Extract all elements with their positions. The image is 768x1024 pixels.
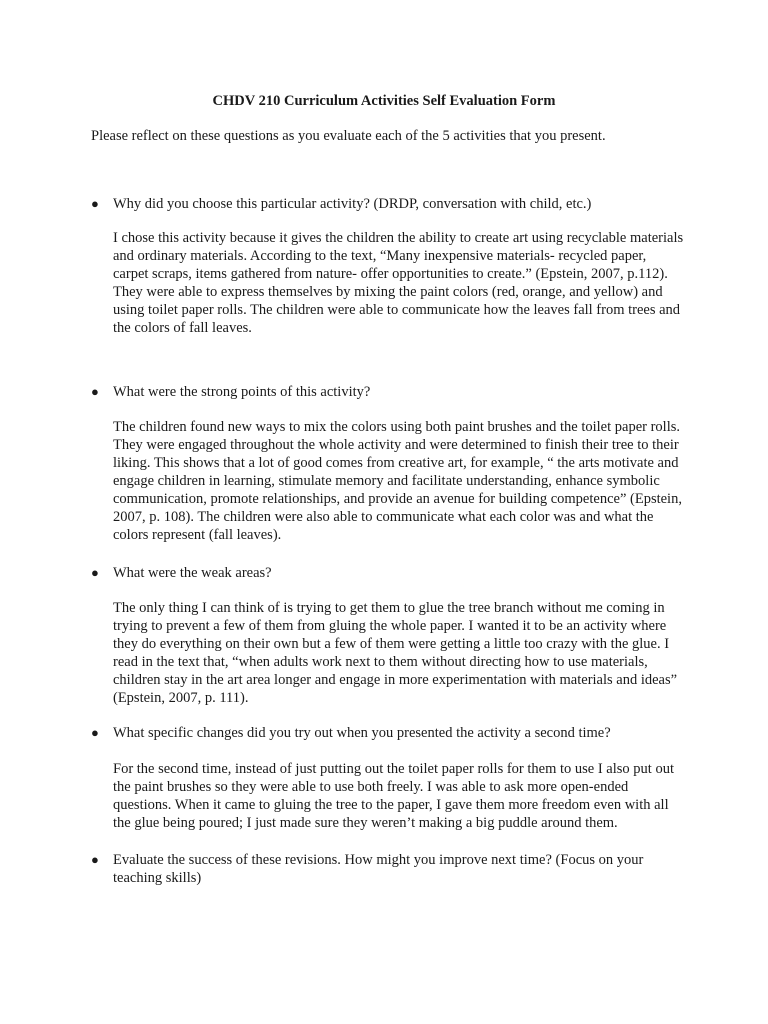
bullet-icon: ● xyxy=(91,852,99,867)
answer-2: The children found new ways to mix the colors using both paint brushes and the toilet paper rolls. They were engaged throughout the whole activity and were determined to finish their tree to their liking. This shows that a lot of good comes from creative art, for example, “ the arts motivate and engage children in learning, stimulate memory and facilitate understanding, enhance symbolic communication, promote relationships, and provide an avenue for building competence” (Epstein, 2007, p. 108). The children were also able to communicate what each color was and what the colors represent (fall leaves). xyxy=(113,419,682,543)
bullet-icon: ● xyxy=(91,196,99,211)
bullet-icon: ● xyxy=(91,725,99,740)
question-2 xyxy=(91,383,691,401)
question-1 xyxy=(91,195,691,213)
question-1-text: Why did you choose this particular activity? (DRDP, conversation with child, etc.) xyxy=(113,196,592,212)
answer-4: For the second time, instead of just putting out the toilet paper rolls for them to use I also put out the paint brushes so they were able to use both freely. I was able to ask more open-ended questions. When it came to gluing the tree to the paper, I gave them more freedom even with all the glue being poured; I just made sure they weren’t making a big puddle around them. xyxy=(113,761,674,831)
question-5 xyxy=(91,851,691,887)
bullet-icon: ● xyxy=(91,565,99,580)
question-4 xyxy=(91,724,691,742)
answer-1: I chose this activity because it gives the children the ability to create art using recyclable materials and ordinary materials. According to the text, “Many inexpensive materials- recycled paper, carpet scraps, items gathered from nature- offer opportunities to create.” (Epstein, 2007, p.112). They were able to express themselves by mixing the paint colors (red, orange, and yellow) and using toilet paper rolls. The children were able to communicate how the leaves fall from trees and the colors of fall leaves. xyxy=(113,230,684,336)
document-title: CHDV 210 Curriculum Activities Self Evaluation Form xyxy=(212,93,556,109)
question-4-text: What specific changes did you try out when you presented the activity a second time? xyxy=(113,725,611,741)
question-2-text: What were the strong points of this activity? xyxy=(113,384,371,400)
intro-paragraph: Please reflect on these questions as you evaluate each of the 5 activities that you present. xyxy=(91,128,606,144)
question-5-text: Evaluate the success of these revisions. How might you improve next time? (Focus on your teaching skills) xyxy=(113,852,644,886)
answer-3: The only thing I can think of is trying to get them to glue the tree branch without me coming in trying to prevent a few of them from gluing the whole paper. I wanted it to be an activity where they do everything on their own but a few of them were getting a little too crazy with the glue. I read in the text that, “when adults work next to them without directing how to use materials, children stay in the art area longer and engage in more experimentation with materials and ideas” (Epstein, 2007, p. 111). xyxy=(113,600,678,706)
question-3-text: What were the weak areas? xyxy=(113,565,272,581)
bullet-icon: ● xyxy=(91,384,99,399)
question-3 xyxy=(91,564,691,582)
